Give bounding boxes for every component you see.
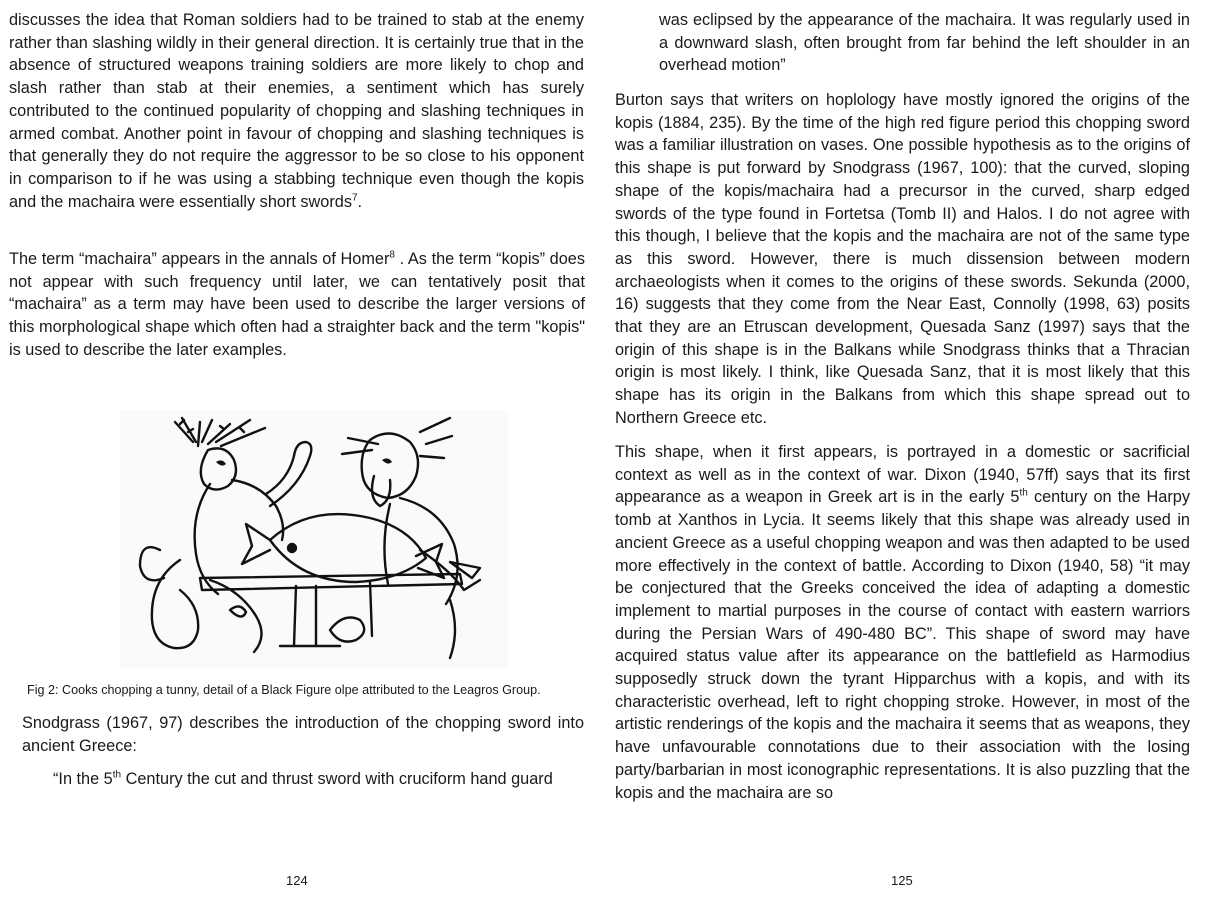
right-page [604,0,1208,898]
block-quote: was eclipsed by the appearance of the machaira. It was regularly used in a downward slash, often brought from far behind the left shoulder in an overhead motion” [659,11,1190,75]
body-paragraph: The term “machaira” appears in the annals of Homer$^8$ . As the term “kopis” does not appear with such frequency until later, we can tentatively posit that “machaira” as a term may have been used to describe the larger versions of this morphological shape which often had a straighter back and the term "kopis" is used to describe the later examples. [9,249,585,359]
vase-painting-figure [120,410,508,668]
body-paragraph: discusses the idea that Roman soldiers had to be trained to stab at the enemy rather than slashing wildly in their general direction. It is certainly true that in the absence of structured weapons training soldiers are more likely to chop and slash rather than stab at their enemies, a sentiment which has surely contributed to the continued popularity of chopping and slashing techniques in armed combat. Another point in favour of chopping and slashing techniques is that generally they do not require the aggressor to be so close to his opponent in comparison to if he was using a stabbing technique even though the kopis and the machaira were essentially short swords$^7$. [9,11,584,211]
footnote-marker: 8 [389,249,395,261]
body-paragraph: Burton says that writers on hoplology have mostly ignored the origins of the kopis (1884, 235). By the time of the high red figure period this chopping sword was a familiar illustration on vases. One possible hypothesis as to the origins of this shape is put forward by Snodgrass (1967, 100): that the curved, sloping shape of the kopis/machaira had a precursor in the curved, sharp edged swords of the type found in Fortetsa (Tomb II) and Halos. I do not agree with this though, I believe that the kopis and the machaira are not of the same type as this sword. However, there is much dissension between modern archaeologists when it comes to the origins of these swords. Sekunda (2000, 16) suggests that they come from the Near East, Connolly (1998, 63) posits that they are an Etruscan development, Quesada Sanz (1997) says that the origin of this shape is in the Balkans while Snodgrass thinks that a Thracian origin is most likely. I think, like Quesada Sanz, that it is most likely that this shape has its origin in the Balkans from which this shape spread out to Northern Greece etc. [615,91,1190,427]
footnote-marker: 7 [351,192,358,204]
page-number: 125 [891,873,913,888]
block-quote: “In the 5th Century the cut and thrust sword with cruciform hand guard [53,769,553,788]
left-page [0,0,600,898]
body-paragraph: Snodgrass (1967, 97) describes the introduction of the chopping sword into ancient Greece: [22,714,584,755]
page-number: 124 [286,873,308,888]
body-paragraph: This shape, when it first appears, is portrayed in a domestic or sacrificial context as well as in the context of war. Dixon (1940, 57ff) says that its first appearance as a weapon in Greek art is in the early 5th century on the Harpy tomb at Xanthos in Lycia. It seems likely that this shape was already used in ancient Greece as a useful chopping weapon and was then adapted to be used more effectively in the context of battle. According to Dixon (1940, 58) “it may be conjectured that the Greeks conceived the idea of adapting a domestic implement to martial purposes in the course of contact with eastern warriors during the Persian Wars of 490-480 BC”. This shape of sword may have acquired status value after its appearance on the battlefield as Harmodius supposedly struck down the tyrant Hipparchus with a kopis, and with its characteristic overhead, left to right chopping stroke. However, in most of the artistic renderings of the kopis and the machaira it seems that as weapons, they have unfavourable connotations due to their association with the losing party/barbarian in most iconographic representations. It is also puzzling that the kopis and the machaira are so [615,443,1190,802]
figure-caption: Fig 2: Cooks chopping a tunny, detail of a Black Figure olpe attributed to the Leagros Group. [27,683,541,697]
